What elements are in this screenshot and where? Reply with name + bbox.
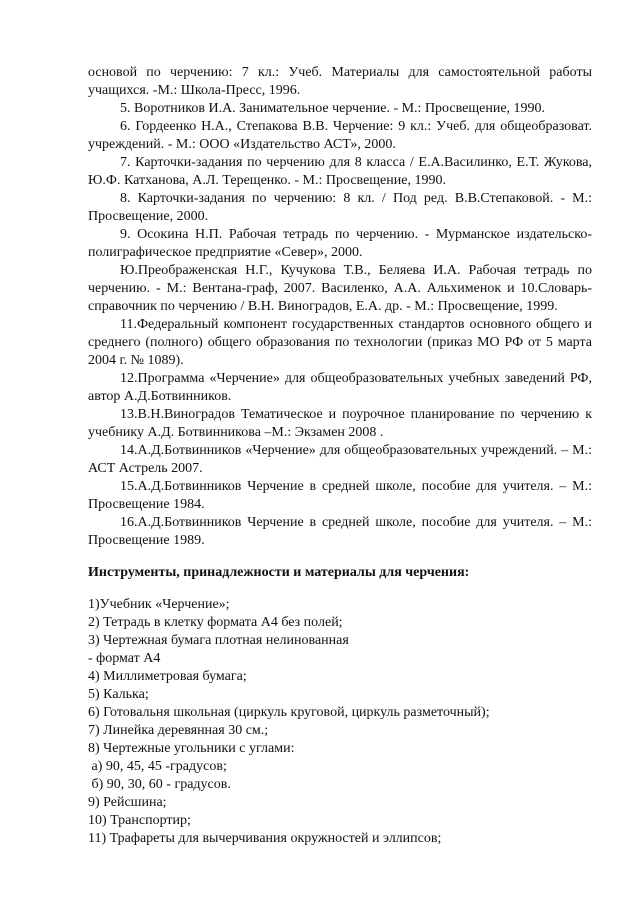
bib-entry-15: 15.А.Д.Ботвинников Черчение в средней школе, пособие для учителя. – М.: Просвещение 1984.	[88, 479, 592, 512]
bib-entry-14: 14.А.Д.Ботвинников «Черчение» для общеобразовательных учреждений. – М.: АСТ Астрель 2007.	[88, 443, 592, 476]
list-item: 4) Миллиметровая бумага;	[88, 669, 247, 684]
section-heading: Инструменты, принадлежности и материалы для черчения:	[88, 565, 470, 580]
document-page	[88, 64, 592, 848]
list-item: 7) Линейка деревянная 30 см.;	[88, 723, 269, 738]
list-item: 10) Транспортир;	[88, 813, 191, 828]
bib-entry-6: 6. Гордеенко Н.А., Степакова В.В. Черчение: 9 кл.: Учеб. для общеобразоват. учреждений. - М.: ООО «Издательство АСТ», 2000.	[88, 119, 592, 152]
list-item: 3) Чертежная бумага плотная нелинованная	[88, 633, 349, 648]
bib-entry-8: 8. Карточки-задания по черчению: 8 кл. / Под ред. В.В.Степаковой. - М.: Просвещение, 2000.	[88, 191, 592, 224]
spacer	[88, 582, 592, 596]
list-item: б) 90, 30, 60 - градусов.	[88, 777, 231, 792]
list-item: - формат А4	[88, 651, 161, 666]
list-item: 8) Чертежные угольники с углами:	[88, 741, 295, 756]
bib-entry-continued: основой по черчению: 7 кл.: Учеб. Материалы для самостоятельной работы учащихся. -М.: Школа-Пресс, 1996.	[88, 65, 592, 98]
bib-entry-13: 13.В.Н.Виноградов Тематическое и поурочное планирование по черчению к учебнику А.Д. Ботвинникова –М.: Экзамен 2008 .	[88, 407, 592, 440]
bib-entry-7: 7. Карточки-задания по черчению для 8 класса / Е.А.Василинко, Е.Т. Жукова, Ю.Ф. Катханова, А.Л. Терещенко. - М.: Просвещение, 1990.	[88, 155, 592, 188]
bibliography-list	[88, 64, 592, 550]
list-item: 11) Трафареты для вычерчивания окружностей и эллипсов;	[88, 831, 442, 846]
bib-entry-5: 5. Воротников И.А. Занимательное черчение. - М.: Просвещение, 1990.	[120, 101, 546, 116]
tools-list	[88, 596, 592, 848]
bib-entry-11: 11.Федеральный компонент государственных стандартов основного общего и среднего (полного) общего образования по технологии (приказ МО РФ от 5 марта 2004 г. № 1089).	[88, 317, 592, 368]
bib-entry-16: 16.А.Д.Ботвинников Черчение в средней школе, пособие для учителя. – М.: Просвещение 1989.	[88, 515, 592, 548]
bib-entry-9: 9. Осокина Н.П. Рабочая тетрадь по черчению. - Мурманское издательско-полиграфическое предприятие «Север», 2000.	[88, 227, 592, 260]
list-item: 9) Рейсшина;	[88, 795, 167, 810]
bib-entry-10: Ю.Преображенская Н.Г., Кучукова Т.В., Беляева И.А. Рабочая тетрадь по черчению. - М.: Вентана-граф, 2007. Василенко, А.А. Альхименок и 10.Словарь-справочник по черчению / В.Н. Виноградов, Е.А. др. - М.: Просвещение, 1999.	[88, 263, 592, 314]
list-item: 1)Учебник «Черчение»;	[88, 597, 230, 612]
list-item: а) 90, 45, 45 -градусов;	[88, 759, 227, 774]
bib-entry-12: 12.Программа «Черчение» для общеобразовательных учебных заведений РФ, автор А.Д.Ботвинников.	[88, 371, 592, 404]
list-item: 6) Готовальня школьная (циркуль круговой, циркуль разметочный);	[88, 705, 490, 720]
list-item: 5) Калька;	[88, 687, 149, 702]
list-item: 2) Тетрадь в клетку формата А4 без полей;	[88, 615, 343, 630]
